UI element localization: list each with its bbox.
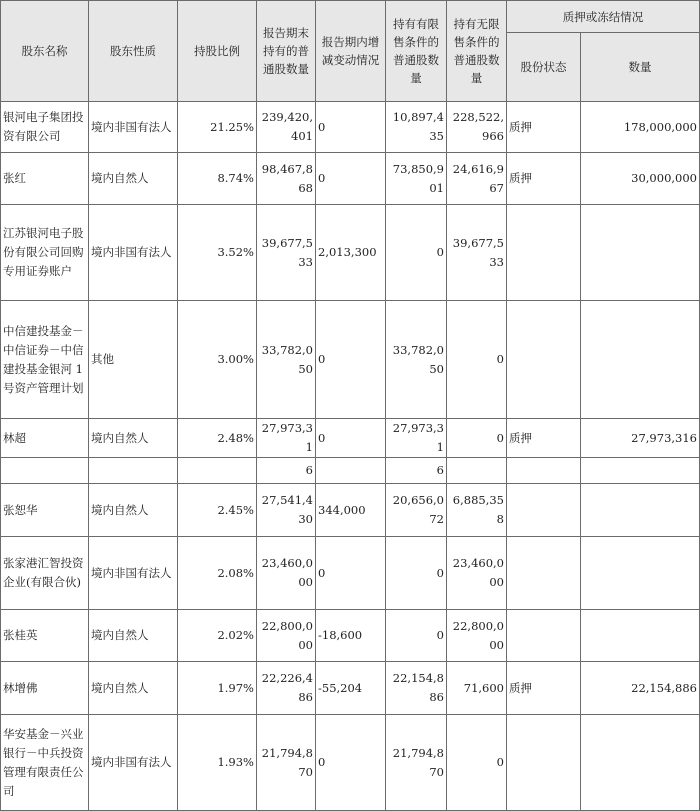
cell-ratio: 8.74% [178, 153, 257, 205]
cell-change: 0 [316, 537, 386, 610]
cell-nature: 境内自然人 [89, 419, 178, 458]
cell-end-shares: 39,677,533 [257, 205, 316, 301]
cell-restricted: 22,154,886 [386, 662, 447, 715]
cell-ratio: 3.00% [178, 301, 257, 419]
cell-name: 江苏银河电子股份有限公司回购专用证券账户 [1, 205, 89, 301]
cell-empty [581, 458, 700, 484]
cell-restricted: 6 [386, 458, 447, 484]
cell-nature: 其他 [89, 301, 178, 419]
header-change: 报告期内增减变动情况 [316, 1, 386, 102]
cell-name: 中信建投基金－中信证券－中信建投基金银河 1 号资产管理计划 [1, 301, 89, 419]
cell-change: 0 [316, 715, 386, 811]
cell-change: 344,000 [316, 484, 386, 537]
cell-restricted: 33,782,050 [386, 301, 447, 419]
cell-empty [447, 458, 507, 484]
cell-end-shares: 22,226,486 [257, 662, 316, 715]
cell-unrestricted: 0 [447, 419, 507, 458]
cell-nature: 境内非国有法人 [89, 537, 178, 610]
table-row [1, 205, 700, 301]
cell-unrestricted: 71,600 [447, 662, 507, 715]
cell-pledge-status [507, 537, 581, 610]
cell-ratio: 1.97% [178, 662, 257, 715]
header-pledge-group: 质押或冻结情况 [507, 1, 700, 33]
cell-empty [1, 458, 89, 484]
header-nature: 股东性质 [89, 1, 178, 102]
cell-nature: 境内自然人 [89, 662, 178, 715]
cell-pledge-qty [581, 610, 700, 662]
cell-empty [316, 458, 386, 484]
cell-empty [507, 458, 581, 484]
cell-end-shares: 239,420,401 [257, 102, 316, 153]
cell-empty [178, 458, 257, 484]
cell-change: 0 [316, 301, 386, 419]
cell-name: 张桂英 [1, 610, 89, 662]
header-restricted: 持有有限售条件的普通股数量 [386, 1, 447, 102]
table-row [1, 419, 700, 458]
cell-unrestricted: 23,460,000 [447, 537, 507, 610]
cell-pledge-status: 质押 [507, 153, 581, 205]
cell-empty [89, 458, 178, 484]
table-row [1, 102, 700, 153]
table-row [1, 301, 700, 419]
header-pledge-status: 股份状态 [507, 33, 581, 102]
cell-restricted: 0 [386, 537, 447, 610]
cell-pledge-qty [581, 537, 700, 610]
cell-unrestricted: 24,616,967 [447, 153, 507, 205]
cell-unrestricted: 6,885,358 [447, 484, 507, 537]
cell-name: 张红 [1, 153, 89, 205]
table-row-continuation [1, 458, 700, 484]
cell-restricted: 0 [386, 205, 447, 301]
cell-pledge-status: 质押 [507, 102, 581, 153]
cell-pledge-status [507, 715, 581, 811]
cell-name: 张家港汇智投资企业(有限合伙) [1, 537, 89, 610]
cell-restricted: 73,850,901 [386, 153, 447, 205]
cell-pledge-qty [581, 484, 700, 537]
cell-end-shares: 98,467,868 [257, 153, 316, 205]
cell-change: 0 [316, 153, 386, 205]
cell-ratio: 2.45% [178, 484, 257, 537]
cell-end-shares: 27,973,31 [257, 419, 316, 458]
cell-restricted: 20,656,072 [386, 484, 447, 537]
cell-pledge-status: 质押 [507, 419, 581, 458]
cell-name: 林增佛 [1, 662, 89, 715]
cell-restricted: 10,897,435 [386, 102, 447, 153]
header-ratio: 持股比例 [178, 1, 257, 102]
cell-nature: 境内非国有法人 [89, 205, 178, 301]
cell-nature: 境内自然人 [89, 610, 178, 662]
cell-name: 张恕华 [1, 484, 89, 537]
cell-pledge-status [507, 610, 581, 662]
table-row [1, 715, 700, 811]
cell-pledge-qty [581, 715, 700, 811]
cell-pledge-qty: 27,973,316 [581, 419, 700, 458]
cell-nature: 境内非国有法人 [89, 715, 178, 811]
header-name: 股东名称 [1, 1, 89, 102]
header-unrestricted: 持有无限售条件的普通股数量 [447, 1, 507, 102]
cell-unrestricted: 0 [447, 715, 507, 811]
cell-unrestricted: 22,800,000 [447, 610, 507, 662]
cell-ratio: 3.52% [178, 205, 257, 301]
cell-pledge-status: 质押 [507, 662, 581, 715]
cell-pledge-qty: 22,154,886 [581, 662, 700, 715]
header-pledge-qty: 数量 [581, 33, 700, 102]
cell-end-shares: 23,460,000 [257, 537, 316, 610]
cell-change: 0 [316, 419, 386, 458]
cell-unrestricted: 228,522,966 [447, 102, 507, 153]
cell-change: -18,600 [316, 610, 386, 662]
cell-name: 林超 [1, 419, 89, 458]
cell-end-shares: 33,782,050 [257, 301, 316, 419]
cell-change: 2,013,300 [316, 205, 386, 301]
table-row [1, 484, 700, 537]
cell-change: -55,204 [316, 662, 386, 715]
cell-nature: 境内非国有法人 [89, 102, 178, 153]
cell-ratio: 2.48% [178, 419, 257, 458]
cell-ratio: 2.02% [178, 610, 257, 662]
cell-nature: 境内自然人 [89, 484, 178, 537]
cell-pledge-status [507, 301, 581, 419]
cell-nature: 境内自然人 [89, 153, 178, 205]
cell-restricted: 27,973,31 [386, 419, 447, 458]
cell-end-shares: 6 [257, 458, 316, 484]
cell-ratio: 1.93% [178, 715, 257, 811]
cell-pledge-qty: 178,000,000 [581, 102, 700, 153]
cell-pledge-qty [581, 205, 700, 301]
table-row [1, 610, 700, 662]
cell-pledge-status [507, 205, 581, 301]
cell-end-shares: 21,794,870 [257, 715, 316, 811]
cell-restricted: 21,794,870 [386, 715, 447, 811]
table-row [1, 153, 700, 205]
cell-end-shares: 22,800,000 [257, 610, 316, 662]
cell-pledge-qty: 30,000,000 [581, 153, 700, 205]
cell-ratio: 2.08% [178, 537, 257, 610]
cell-restricted: 0 [386, 610, 447, 662]
cell-unrestricted: 39,677,533 [447, 205, 507, 301]
table-row [1, 662, 700, 715]
cell-ratio: 21.25% [178, 102, 257, 153]
cell-unrestricted: 0 [447, 301, 507, 419]
header-end-shares: 报告期末持有的普通股数量 [257, 1, 316, 102]
table-row [1, 537, 700, 610]
cell-end-shares: 27,541,430 [257, 484, 316, 537]
cell-change: 0 [316, 102, 386, 153]
cell-pledge-qty [581, 301, 700, 419]
cell-name: 华安基金－兴业银行－中兵投资管理有限责任公司 [1, 715, 89, 811]
cell-name: 银河电子集团投资有限公司 [1, 102, 89, 153]
cell-pledge-status [507, 484, 581, 537]
